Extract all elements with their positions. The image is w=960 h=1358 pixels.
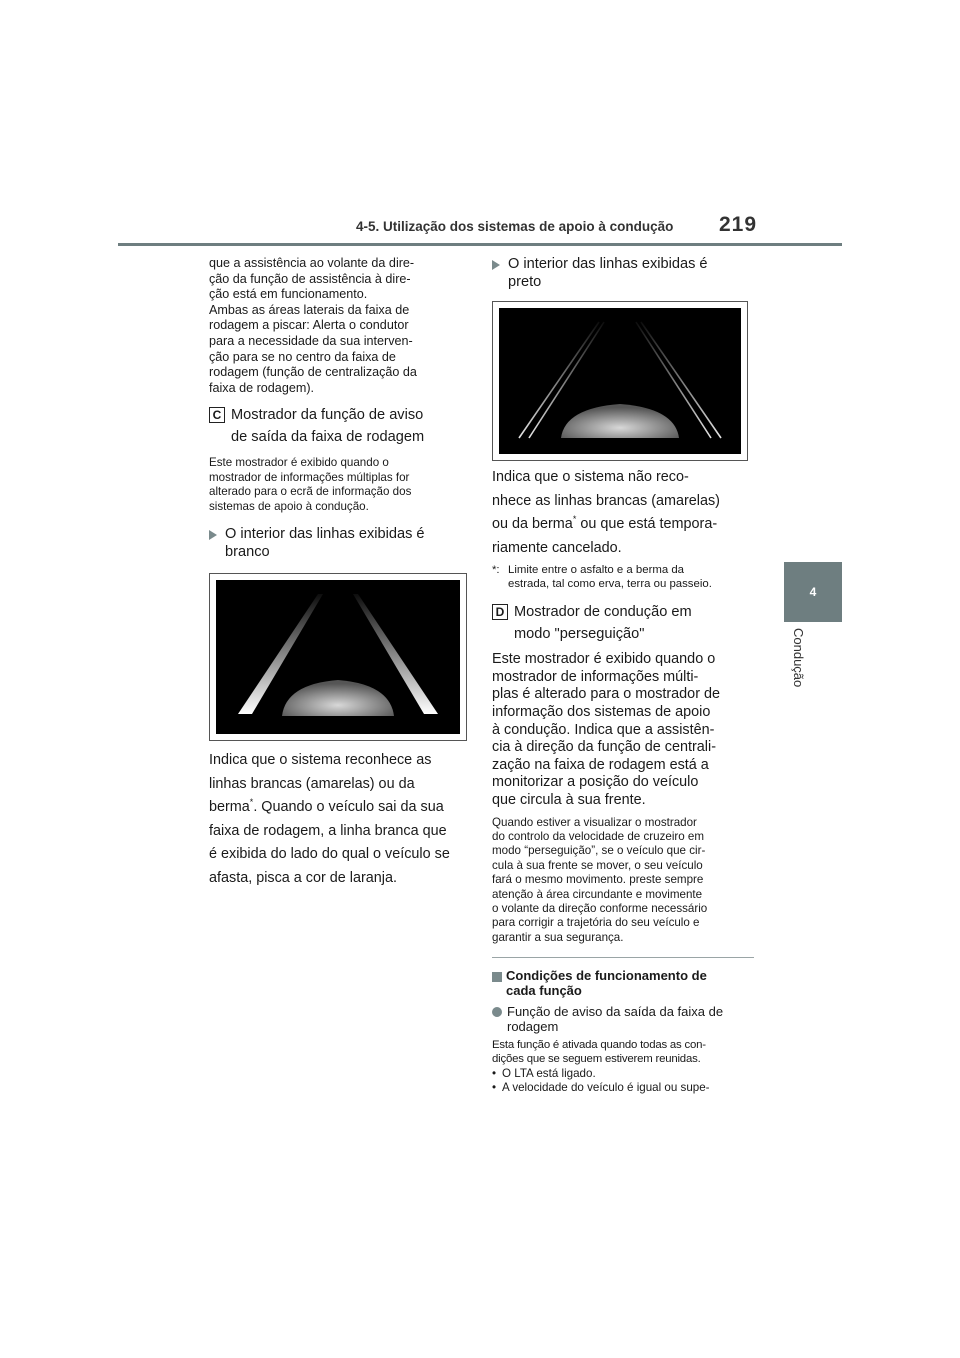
condition-item xyxy=(492,1004,754,1034)
heading-c xyxy=(209,404,471,448)
lane-black-illustration xyxy=(499,308,741,454)
header-rule xyxy=(118,243,842,246)
page-number: 219 xyxy=(719,213,758,236)
heading-d xyxy=(492,601,754,645)
list-item: • O LTA está ligado. xyxy=(492,1066,596,1080)
display-white-frame xyxy=(209,573,467,741)
chapter-label: Condução xyxy=(791,628,806,688)
heading-d-text: Mostrador de condução em modo "perseguição" xyxy=(514,604,692,643)
white-explanation: Indica que o sistema reconhece as linhas brancas (amarelas) ou da berma*. Quando o veículo sai da sua faixa de rodagem, a linha branca que é exibida do lado do qual o veículo se afasta, pisca a cor de laranja. xyxy=(209,752,450,886)
triangle-bullet-icon xyxy=(209,530,217,540)
item-white-text: O interior das linhas exibidas é branco xyxy=(225,525,425,560)
item-black-text: O interior das linhas exibidas é preto xyxy=(508,256,708,290)
desc-c: Este mostrador é exibido quando o mostrador de informações múltiplas for alterado para o ecrã de informação dos sistemas de apoio à condução. xyxy=(209,456,412,513)
conditions-heading-text: Condições de funcionamento de cada função xyxy=(506,968,707,999)
letter-c-badge: C xyxy=(209,407,225,423)
footnote xyxy=(492,563,754,591)
square-bullet-icon xyxy=(492,972,502,982)
footnote-mark: *: xyxy=(492,564,500,577)
section-divider xyxy=(492,957,754,958)
letter-d-badge: D xyxy=(492,604,508,620)
section-title: 4-5. Utilização dos sistemas de apoio à condução xyxy=(356,219,674,234)
conditions-heading xyxy=(492,968,754,998)
desc-d-main: Este mostrador é exibido quando o mostrador de informações múlti- plas é alterado para o mostrador de informação dos sistemas de apoio à condução. Indica que a assistên- cia à direção da função de centrali- zação na faixa de rodagem está a monitorizar a posição do veículo que circula à sua frente. xyxy=(492,651,720,808)
item-black-lines xyxy=(492,256,754,291)
vehicle-icon xyxy=(282,680,394,716)
display-black-frame xyxy=(492,301,748,461)
circle-bullet-icon xyxy=(492,1007,502,1017)
condition-item-text: Função de aviso da saída da faixa de rodagem xyxy=(507,1004,724,1035)
heading-c-text: Mostrador da função de aviso de saída da faixa de rodagem xyxy=(231,407,425,446)
lane-white-illustration xyxy=(216,580,460,734)
intro-paragraph: que a assistência ao volante da dire- ção da função de assistência à dire- ção está em funcionamento. xyxy=(209,256,415,302)
left-column xyxy=(209,256,471,890)
display-white-screen xyxy=(216,580,460,734)
display-black-screen xyxy=(499,308,741,454)
triangle-bullet-icon xyxy=(492,260,500,270)
centering-paragraph: Ambas as áreas laterais da faixa de rodagem a piscar: Alerta o condutor para a necessidade da sua interven- ção para se no centro da faixa de rodagem (função de centralização da faixa de rodagem). xyxy=(209,302,417,395)
list-item: • A velocidade do veículo é igual ou supe- xyxy=(492,1080,710,1094)
vehicle-icon xyxy=(561,404,679,438)
condition-desc: Esta função é ativada quando todas as con- dições que se seguem estiverem reunidas. xyxy=(492,1039,706,1065)
black-explanation: Indica que o sistema não reco- nhece as linhas brancas (amarelas) ou da berma* ou que está tempora- riamente cancelado. xyxy=(492,469,720,556)
chapter-tab[interactable]: 4 xyxy=(784,562,842,622)
footnote-text: Limite entre o asfalto e a berma da estrada, tal como erva, terra ou passeio. xyxy=(508,564,712,591)
condition-list xyxy=(492,1067,754,1095)
item-white-lines xyxy=(209,526,471,561)
right-column xyxy=(492,256,754,1095)
desc-d-caution: Quando estiver a visualizar o mostrador do controlo da velocidade de cruzeiro em modo “perseguição”, se o veículo que cir- cula à sua frente se mover, o seu veículo fará o mesmo movimento. preste sempre atenção à área circundante e movimente o volante da direção conforme necessário para corrigir a trajetória do seu veículo e garantir a sua segurança. xyxy=(492,815,708,944)
